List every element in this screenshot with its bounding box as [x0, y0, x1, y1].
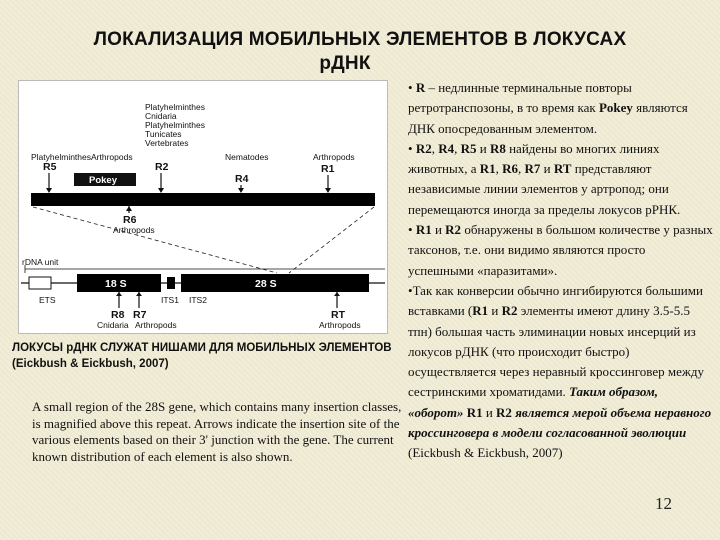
figure-caption-ru: ЛОКУСЫ рДНК СЛУЖАТ НИШАМИ ДЛЯ МОБИЛЬНЫХ ЭЛЕМЕНТОВ (Eickbush & Eickbush, 2007) [12, 342, 392, 370]
sep: , [454, 140, 461, 156]
label-18s: 18 S [105, 278, 127, 290]
label-arthropods-top: Platyhelminthes [145, 102, 206, 112]
pokey-label: Pokey [89, 175, 117, 186]
label-r4: R4 [235, 173, 249, 185]
label-r2: R2 [155, 161, 169, 173]
bullet-2-text-a: найдены во многих линиях животных, а [408, 140, 660, 177]
term-r5: R5 [460, 140, 477, 156]
sep: и [488, 303, 502, 319]
label-28s: 28 S [255, 278, 277, 290]
sep: и [540, 161, 554, 177]
label-its2: ITS2 [189, 295, 207, 305]
figure-caption-en: A small region of the 28S gene, which contains many insertion classes, is magnified above this repeat. Arrows indicate the insertion site of the various elements based on their 3' junction with the gene. The current known distribution of each element is also shown. [32, 399, 402, 464]
arrow-r6-head [126, 206, 132, 211]
term-rt: RT [553, 161, 572, 177]
term-r8: R8 [489, 140, 506, 156]
bullet-2-marker: • [408, 140, 416, 156]
label-rdna-unit: rDNA unit [22, 257, 59, 267]
sep: , [495, 161, 503, 177]
arrow-r5-head [46, 188, 52, 193]
term-r2: R2 [501, 303, 518, 319]
arrow-r2-head [158, 188, 164, 193]
term-r7: R7 [524, 161, 541, 177]
arrow-r8-head [116, 292, 122, 296]
label-its1: ITS1 [161, 295, 179, 305]
label-arthropods-r5: Arthropods [91, 152, 133, 162]
label-arthropods-r1: Arthropods [313, 152, 355, 162]
label-vertebrates: Vertebrates [145, 138, 189, 148]
zoom-line-right [289, 207, 374, 273]
rdna-diagram-svg [19, 81, 387, 333]
label-platyhelminthes: Platyhelminthes [31, 152, 92, 162]
label-r7: R7 [133, 309, 147, 321]
label-platyhelminthes-top: Platyhelminthes [145, 120, 206, 130]
term-r: R [415, 80, 426, 95]
term-r1: R1 [466, 404, 483, 420]
bullet-1-text-a: – недлинные терминальные повторы ретротранспозоны, в то время как [408, 80, 632, 116]
bullet-text [408, 78, 714, 464]
sep: , [518, 161, 525, 177]
rdna-diagram [18, 80, 388, 334]
label-cnidaria-top: Cnidaria [145, 111, 177, 121]
term-r6: R6 [502, 161, 518, 177]
arrow-rt-head [334, 292, 340, 296]
bullet-4-citation: (Eickbush & Eickbush, 2007) [408, 445, 563, 461]
bullet-4-italic-1: Таким образом, «оборот» [408, 384, 659, 420]
title-line-1: ЛОКАЛИЗАЦИЯ МОБИЛЬНЫХ ЭЛЕМЕНТОВ В ЛОКУСАХ [93, 29, 627, 50]
page-title [0, 28, 720, 76]
sep: , [431, 140, 439, 156]
bullet-3-marker: • [408, 222, 416, 238]
label-ets: ETS [39, 295, 56, 305]
page-number: 12 [655, 494, 672, 513]
arrow-r7-head [136, 292, 142, 296]
term-r1: R1 [479, 161, 496, 177]
bullet-4-marker: • [408, 282, 413, 298]
bullet-4-italic-2: является мерой объема неравного кроссинговера в модели согласованной эволюции [408, 404, 712, 441]
arrow-r4-head [238, 188, 244, 193]
term-r2: R2 [415, 140, 432, 156]
arrow-r1-head [325, 188, 331, 193]
bullet-1-text-b: являются ДНК опосредованным элементом. [408, 100, 688, 136]
term-pokey: Pokey [598, 100, 633, 116]
label-cnidaria-r8: Cnidaria [97, 320, 129, 330]
bullet-4-text-a: Так как конверсии обычно ингибируются большими вставками ( [408, 282, 703, 319]
bullet-4-text-b: элементы имеют длину 3.5-5.5 тпн) большая часть элиминации новых инсерций из локусов рДНК (что происходит быстро) осуществляется через неравный кроссинговер между сестринскими хроматидами. [408, 303, 704, 400]
label-arthropods-rt: Arthropods [319, 320, 361, 330]
term-r4: R4 [438, 140, 455, 156]
label-r1: R1 [321, 163, 335, 175]
sep: и [476, 140, 490, 156]
term-r1: R1 [415, 222, 432, 238]
magnified-28s-bar [31, 193, 375, 206]
label-nematodes: Nematodes [225, 152, 269, 162]
zoom-line-left [33, 207, 277, 273]
gene-5-8s [167, 277, 175, 289]
term-r2: R2 [496, 404, 512, 420]
bullet-2-text-b: представляют независимые линии элементов у артропод; они перемещаются иногда за пределы локусов рРНК. [408, 161, 681, 217]
label-arthropods-r6: Arthropods [113, 225, 155, 235]
term-r2: R2 [445, 222, 462, 238]
label-tunicates: Tunicates [145, 129, 182, 139]
bullet-1-marker: • [408, 80, 416, 95]
sep: и [482, 404, 497, 420]
label-rt: RT [331, 309, 345, 321]
label-r8: R8 [111, 309, 125, 321]
bullet-3-text: обнаружены в большом количестве у разных таксонов, т.е. они видимо являются просто успешными «паразитами». [408, 222, 713, 278]
sep: и [431, 222, 446, 238]
label-r6: R6 [123, 214, 137, 226]
ets-box [29, 277, 51, 289]
label-r5: R5 [43, 161, 57, 173]
title-line-2: рДНК [319, 53, 371, 74]
term-r1: R1 [472, 303, 489, 319]
label-arthropods-r7: Arthropods [135, 320, 177, 330]
